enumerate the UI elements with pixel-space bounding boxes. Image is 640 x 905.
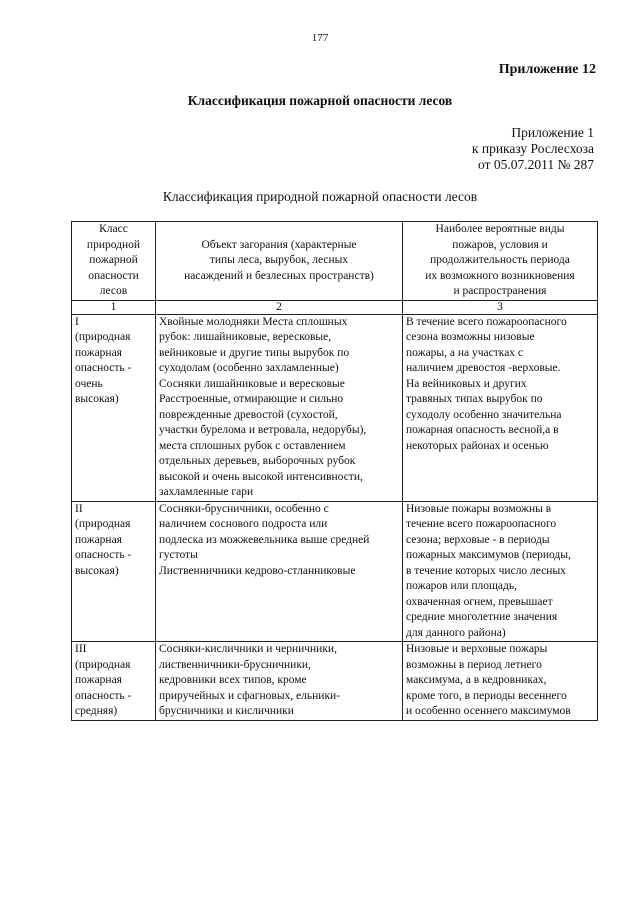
cell-text-line: (природная xyxy=(75,658,131,671)
cell-text-line: опасность - xyxy=(75,689,132,702)
order-reference-line: к приказу Рослесхоза xyxy=(471,141,594,156)
cell-text-line: средняя) xyxy=(75,705,118,717)
cell-text-line: охваченная огнем, превышает xyxy=(406,595,553,608)
cell-text-line: в течение которых число лесных xyxy=(406,564,566,577)
cell-text-line: кроме того, в периоды весеннего xyxy=(406,689,567,702)
cell-text-line: (природная xyxy=(75,518,131,530)
fire-cell xyxy=(403,501,598,642)
order-reference xyxy=(472,125,594,173)
cell-text-line: травяных типах вырубок по xyxy=(406,393,543,405)
cell-text-line: их возможного возникновения xyxy=(425,269,575,282)
cell-text-line: отдельных деревьев, выборочных рубок xyxy=(159,455,356,467)
column-number: 1 xyxy=(72,300,156,314)
cell-text-line: пожарной xyxy=(89,254,138,266)
classification-table xyxy=(71,221,598,721)
cell-text-line: лиственничники-брусничники, xyxy=(159,658,311,671)
cell-text-line: приручейных и сфагновых, ельники- xyxy=(159,689,341,702)
cell-text-line: опасности xyxy=(88,269,139,282)
cell-text-line: и распространения xyxy=(453,285,547,297)
cell-text-line: опасность - xyxy=(75,549,132,561)
cell-text-line: В течение всего пожароопасного xyxy=(406,315,567,328)
cell-text-line: I xyxy=(75,315,79,328)
cell-text-line: поврежденные древостой (сухостой, xyxy=(159,408,338,421)
object-cell xyxy=(156,314,403,501)
cell-text-line: средние многолетние значения xyxy=(406,611,558,623)
cell-text-line: Сосняки-брусничники, особенно с xyxy=(159,502,329,515)
column-number-row xyxy=(72,300,598,314)
cell-text-line: Класс xyxy=(99,223,128,235)
table-row xyxy=(72,642,598,721)
class-cell xyxy=(72,642,156,721)
cell-text-line: пожарных максимумов (периоды, xyxy=(406,549,571,561)
page-number: 177 xyxy=(311,32,329,44)
cell-text-line: лесов xyxy=(99,285,128,297)
cell-text-line: пожары, а на участках с xyxy=(406,346,524,359)
cell-text-line: пожарная опасность весной,а в xyxy=(406,424,559,436)
cell-text-line: и особенно осеннего максимумов xyxy=(406,705,571,717)
cell-text-line: типы леса, вырубок, лесных xyxy=(209,254,349,266)
cell-text-line: брусничники и кисличники xyxy=(159,705,294,717)
class-cell xyxy=(72,501,156,642)
cell-text-line: для данного района) xyxy=(406,626,506,639)
cell-text-line: пожарная xyxy=(75,533,122,546)
cell-text-line: участки бурелома и ветровала, недорубы), xyxy=(159,424,367,436)
cell-text-line: природной xyxy=(86,238,141,251)
table-row xyxy=(72,314,598,501)
cell-text-line: рубок: лишайниковые, вересковые, xyxy=(159,331,332,343)
document-title: Классификация пожарной опасности лесов xyxy=(187,93,453,108)
cell-text-line: сезона; верховые - в периоды xyxy=(406,533,550,546)
cell-text-line: Расстроенные, отмирающие и сильно xyxy=(159,393,344,405)
header-cell-class xyxy=(72,222,156,301)
object-cell xyxy=(156,642,403,721)
cell-text-line: пожарная xyxy=(75,674,122,686)
cell-text-line: наличием древостоя -верховые. xyxy=(406,362,561,374)
object-cell xyxy=(156,501,403,642)
header-cell-fires xyxy=(403,222,598,301)
cell-text-line: места сплошных рубок с оставлением xyxy=(159,439,346,452)
cell-text-line: (природная xyxy=(75,331,131,343)
cell-text-line: Наиболее вероятные виды xyxy=(435,223,565,235)
header-cell-object xyxy=(156,222,403,301)
column-number: 2 xyxy=(156,300,403,314)
cell-text-line: Лиственничники кедрово-стланниковые xyxy=(159,564,356,577)
cell-text-line: наличием соснового подроста или xyxy=(159,518,328,530)
cell-text-line: очень xyxy=(75,377,103,390)
cell-text-line: течение всего пожароопасного xyxy=(406,518,557,530)
cell-text-line: высокая) xyxy=(75,393,119,405)
cell-text-line: максимума, а в кедровниках, xyxy=(406,674,547,686)
cell-text-line: насаждений и безлесных пространств) xyxy=(184,269,374,282)
table-title: Классификация природной пожарной опасности лесов xyxy=(162,189,478,204)
cell-text-line: возможны в период летнего xyxy=(406,658,542,671)
cell-text-line: высокой и очень высокой интенсивности, xyxy=(159,470,363,483)
cell-text-line: Низовые пожары возможны в xyxy=(406,502,552,515)
cell-text-line: Объект загорания (характерные xyxy=(201,238,357,251)
fire-cell xyxy=(403,642,598,721)
cell-text-line: Сосняки-кисличники и черничники, xyxy=(159,643,337,655)
cell-text-line: Сосняки лишайниковые и вересковые xyxy=(159,377,345,390)
cell-text-line: кедровники всех типов, кроме xyxy=(159,674,307,686)
cell-text-line: Низовые и верховые пожары xyxy=(406,643,548,655)
cell-text-line: высокая) xyxy=(75,564,119,577)
cell-text-line: густоты xyxy=(159,549,198,561)
table-row xyxy=(72,501,598,642)
cell-text-line: сезона возможны низовые xyxy=(406,331,535,343)
cell-text-line: суходолам (особенно захламленные) xyxy=(159,362,339,374)
cell-text-line: пожарная xyxy=(75,346,122,359)
cell-text-line: пожаров, условия и xyxy=(452,238,548,251)
order-reference-line: от 05.07.2011 № 287 xyxy=(478,157,594,172)
cell-text-line: захламленные гари xyxy=(159,486,254,498)
cell-text-line: вейниковые и другие типы вырубок по xyxy=(159,346,350,359)
column-number: 3 xyxy=(403,300,598,314)
cell-text-line: На вейниковых и других xyxy=(406,377,527,390)
table-header-row xyxy=(72,222,598,301)
appendix-label: Приложение 12 xyxy=(498,62,596,77)
cell-text-line: суходолу особенно значительна xyxy=(406,408,562,421)
fire-cell xyxy=(403,314,598,501)
cell-text-line: опасность - xyxy=(75,362,132,374)
cell-text-line: Хвойные молодняки Места сплошных xyxy=(159,315,348,328)
order-reference-line: Приложение 1 xyxy=(511,125,594,140)
cell-text-line: пожаров или площадь, xyxy=(406,580,517,592)
cell-text-line: подлеска из можжевельника выше средней xyxy=(159,533,370,546)
cell-text-line: некоторых районах и осенью xyxy=(406,439,549,452)
cell-text-line: II xyxy=(75,502,83,515)
cell-text-line: продолжительность периода xyxy=(430,254,570,266)
cell-text-line: III xyxy=(75,643,87,655)
class-cell xyxy=(72,314,156,501)
